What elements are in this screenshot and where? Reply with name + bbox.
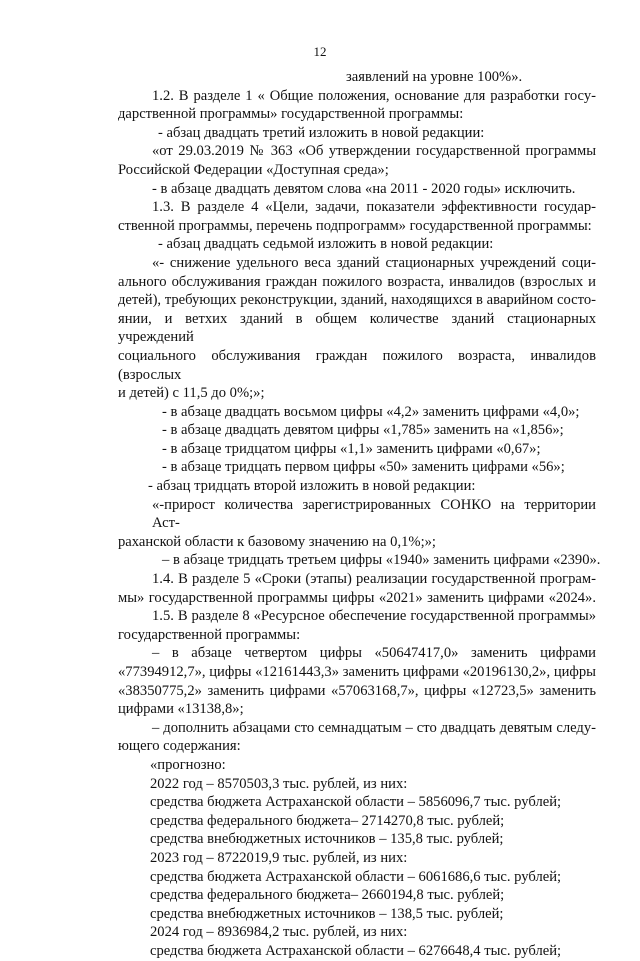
text-line: «от 29.03.2019 № 363 «Об утверждении государственной программы <box>152 143 596 160</box>
text-line: детей), требующих реконструкции, зданий, находящихся в аварийном состо- <box>118 292 596 309</box>
text-line: средства бюджета Астраханской области – 6061686,6 тыс. рублей; <box>150 868 562 885</box>
year-total-2024: 2024 год – 8936984,2 тыс. рублей, из них: <box>150 924 408 941</box>
text-line: - абзац тридцать второй изложить в новой редакции: <box>148 478 476 495</box>
text-line: цифрами «13138,8»; <box>118 701 244 718</box>
text-line: ального обслуживания граждан пожилого возраста, инвалидов (взрослых и <box>118 273 596 290</box>
text-line: средства внебюджетных источников – 138,5 тыс. рублей; <box>150 905 504 922</box>
text-line: заявлений на уровне 100%». <box>346 69 523 85</box>
text-line: – в абзаце тридцать третьем цифры «1940» заменить цифрами «2390». <box>162 552 601 569</box>
text-line: раханской области к базовому значению на 0,1%;»; <box>118 533 436 550</box>
text-line: - в абзаце двадцать восьмом цифры «4,2» заменить цифрами «4,0»; <box>162 403 580 420</box>
text-line: - в абзаце тридцатом цифры «1,1» заменить цифрами «0,67»; <box>162 440 541 457</box>
text-line: мы» государственной программы цифры «2021» заменить цифрами «2024». <box>118 589 596 606</box>
text-line: «прогнозно: <box>150 756 226 773</box>
paragraph-1-2-heading: 1.2. В разделе 1 « Общие положения, основание для разработки госу- <box>152 87 596 104</box>
page-number: 12 <box>313 44 327 59</box>
text-line: «-прирост количества зарегистрированных СОНКО на территории Аст- <box>152 496 596 532</box>
text-line: «77394912,7», цифры «12161443,3» заменить цифрами «20196130,2», цифры <box>118 664 596 680</box>
text-line: Российской Федерации «Доступная среда»; <box>118 161 389 178</box>
year-total-2023: 2023 год – 8722019,9 тыс. рублей, из них: <box>150 849 408 866</box>
text-line: - в абзаце двадцать девятом слова «на 2011 - 2020 годы» исключить. <box>152 180 576 197</box>
text-line: «- снижение удельного веса зданий стационарных учреждений соци- <box>152 254 596 271</box>
text-line: социального обслуживания граждан пожилого возраста, инвалидов (взрослых <box>118 347 596 383</box>
text-line: ющего содержания: <box>118 738 241 755</box>
text-line: государственной программы: <box>118 626 301 643</box>
text-line: средства федерального бюджета– 2714270,8 тыс. рублей; <box>150 812 505 829</box>
text-line: и детей) с 11,5 до 0%;»; <box>118 385 265 402</box>
text-line: средства бюджета Астраханской области – 5856096,7 тыс. рублей; <box>150 794 562 811</box>
text-line: средства федерального бюджета– 2660194,8 тыс. рублей; <box>150 887 505 904</box>
text-line: - абзац двадцать седьмой изложить в новой редакции: <box>158 236 494 253</box>
year-total-2022: 2022 год – 8570503,3 тыс. рублей, из них: <box>150 775 408 792</box>
text-line: средства внебюджетных источников – 135,8 тыс. рублей; <box>150 831 504 848</box>
paragraph-1-4-heading: 1.4. В разделе 5 «Сроки (этапы) реализации государственной програм- <box>152 571 596 588</box>
text-line: ственной программы, перечень подпрограмм» государственной программы: <box>118 217 592 234</box>
text-line: «38350775,2» заменить цифрами «57063168,7», цифры «12723,5» заменить <box>118 682 596 699</box>
paragraph-1-3-heading: 1.3. В разделе 4 «Цели, задачи, показатели эффективности государ- <box>152 199 596 216</box>
text-line: - в абзаце двадцать девятом цифры «1,785» заменить на «1,856»; <box>162 422 564 439</box>
text-line: янии, и ветхих зданий в общем количестве зданий стационарных учреждений <box>118 310 596 346</box>
text-line: – в абзаце четвертом цифры «50647417,0» заменить цифрами <box>152 645 596 662</box>
text-line: – дополнить абзацами сто семнадцатым – сто двадцать девятым следу- <box>152 719 596 736</box>
text-line: - абзац двадцать третий изложить в новой редакции: <box>158 124 485 141</box>
document-body <box>118 68 601 961</box>
text-line: - в абзаце тридцать первом цифры «50» заменить цифрами «56»; <box>162 459 565 476</box>
text-line: дарственной программы» государственной программы: <box>118 106 464 123</box>
text-line: средства бюджета Астраханской области – 6276648,4 тыс. рублей; <box>150 942 562 959</box>
paragraph-1-5-heading: 1.5. В разделе 8 «Ресурсное обеспечение государственной программы» <box>152 608 596 625</box>
